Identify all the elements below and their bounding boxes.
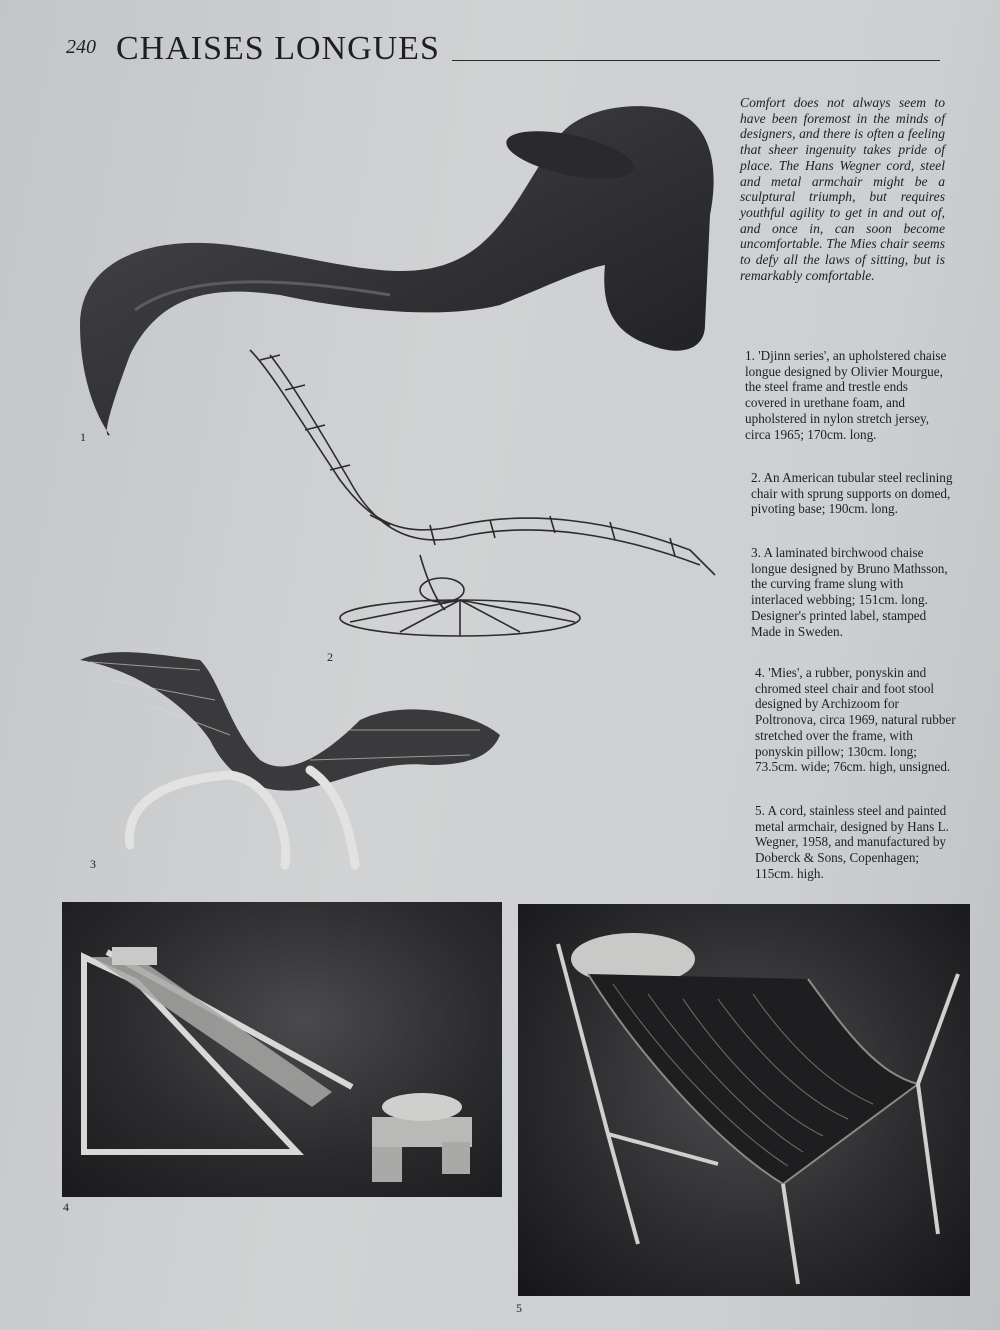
figure-number-2: 2 [327,650,333,664]
page-title: CHAISES LONGUES [116,30,440,67]
caption-3: 3. A laminated birchwood chaise longue designed by Bruno Mathsson, the curving frame slung with interlaced webbing; 151cm. long. Designer's printed label, stamped Made in Sweden. [751,545,948,639]
figure-number-5: 5 [516,1301,522,1315]
caption-4: 4. 'Mies', a rubber, ponyskin and chromed steel chair and foot stool designed by Archizoom for Poltronova, circa 1969, natural rubber stretched over the frame, with ponyskin pillow; 130cm. long; 73.5cm. wide; 76cm. high, unsigned. [755,665,956,775]
steel-recliner-illustration [230,330,730,650]
intro-paragraph: Comfort does not always seem to have been foremost in the minds of designers, and there is often a feeling that sheer ingenuity takes pride of place. The Hans Wegner cord, steel and metal armchair might be a sculptural triumph, but requires youthful agility to get in and out of, and once in, can soon become uncomfortable. The Mies chair seems to defy all the laws of sitting, but is remarkably comfortable. [740,95,945,283]
figure-number-4: 4 [63,1200,69,1214]
page-number: 240 [66,36,96,58]
caption-5: 5. A cord, stainless steel and painted metal armchair, designed by Hans L. Wegner, 1958, and manufactured by Doberck & Sons, Copenhagen; 115cm. high. [755,803,949,881]
caption-1: 1. 'Djinn series', an upholstered chaise longue designed by Olivier Mourgue, the steel frame and trestle ends covered in urethane foam, and upholstered in nylon stretch jersey, circa 1965; 170cm. long. [745,348,947,442]
mies-chair-photo [62,902,502,1197]
title-rule [452,60,940,61]
mathsson-chaise-illustration [50,640,510,880]
wegner-chair-photo [518,904,970,1296]
caption-2: 2. An American tubular steel reclining chair with sprung supports on domed, pivoting base; 190cm. long. [751,470,953,517]
figure-number-1: 1 [80,430,86,444]
figure-number-3: 3 [90,857,96,871]
